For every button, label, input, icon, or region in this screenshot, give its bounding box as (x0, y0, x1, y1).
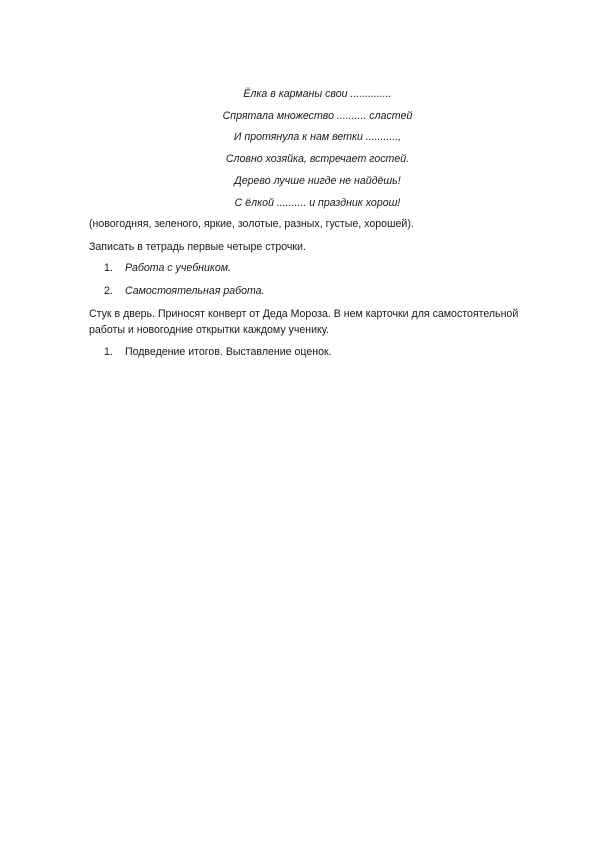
list-item-text: Подведение итогов. Выставление оценок. (124, 346, 332, 358)
list-item (104, 346, 332, 358)
list-item-number: 1. (104, 346, 113, 358)
list-item-text: Работа с учебником. (124, 262, 231, 274)
word-bank: (новогодняя, зеленого, яркие, золотые, разных, густые, хорошей). (89, 218, 414, 230)
knock-paragraph: Стук в дверь. Приносят конверт от Деда Мороза. В нем карточки для самостоятельной работы и новогодние открытки каждому ученику. (89, 308, 519, 336)
list-item-number: 1. (104, 262, 113, 274)
list-item-number: 2. (104, 285, 113, 297)
poem-line-1: Ёлка в карманы свои .............. (243, 88, 392, 100)
poem-line-4: Словно хозяйка, встречает гостей. (225, 153, 410, 165)
poem-line-2: Спрятала множество .......... сластей (222, 110, 413, 122)
poem-line-5: Дерево лучше нигде не найдёшь! (234, 175, 401, 187)
poem-line-6: С ёлкой .......... и праздник хорош! (234, 197, 401, 209)
list-item-text: Самостоятельная работа. (124, 285, 265, 297)
poem-line-3: И протянула к нам ветки ..........., (233, 131, 402, 143)
instruction-text: Записать в тетрадь первые четыре строчки. (89, 241, 306, 253)
list-item (104, 262, 231, 274)
list-item (104, 285, 265, 297)
